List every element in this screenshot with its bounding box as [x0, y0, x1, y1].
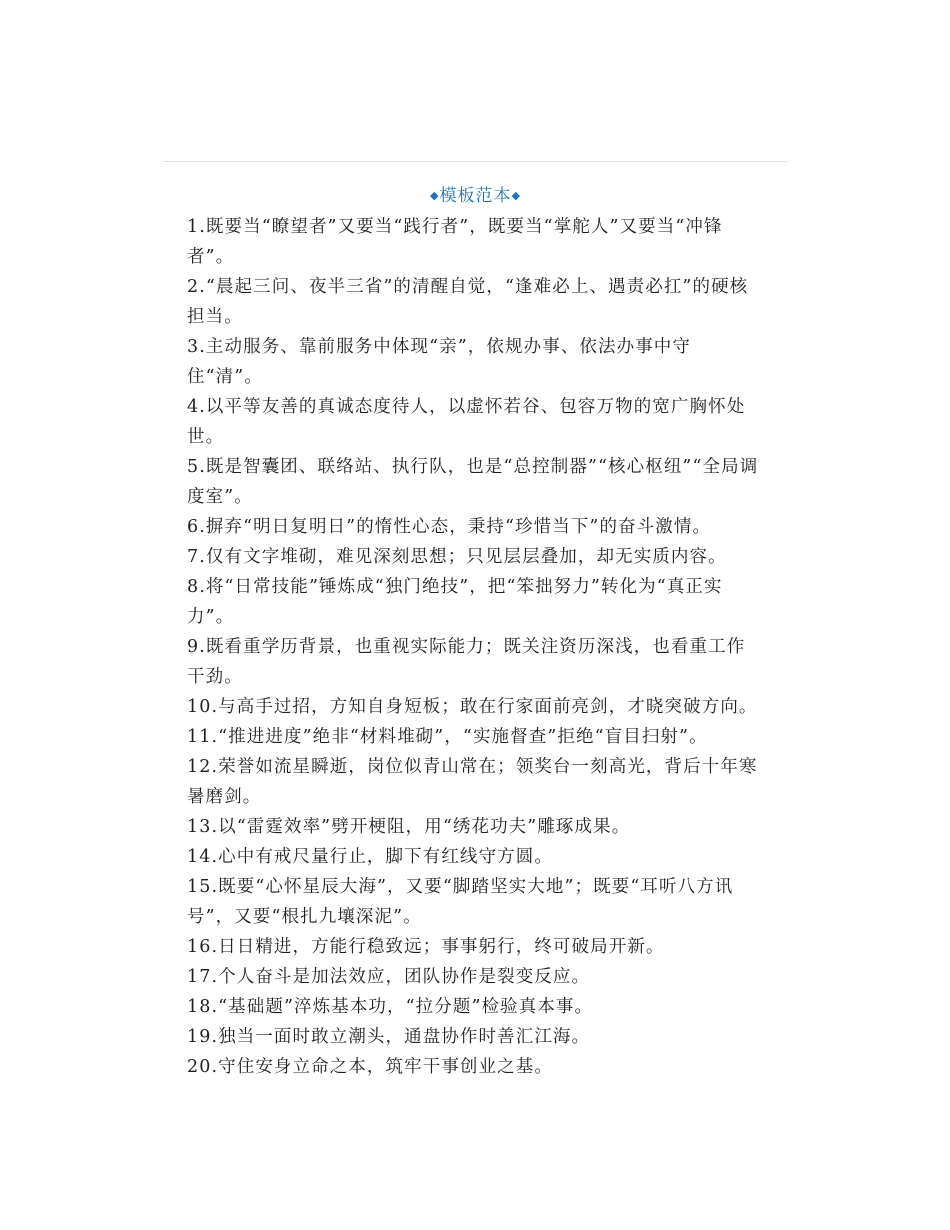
list-item: 9.既看重学历背景，也重视实际能力；既关注资历深浅，也看重工作干劲。: [187, 637, 746, 687]
list-item: 8.将“日常技能”锤炼成“独门绝技”，把“笨拙努力”转化为“真正实力”。: [187, 577, 723, 627]
list-item: 18.“基础题”淬炼基本功，“拉分题”检验真本事。: [187, 997, 594, 1017]
list-item: 1.既要当“瞭望者”又要当“践行者”，既要当“掌舵人”又要当“冲锋者”。: [187, 217, 723, 267]
list-item: 3.主动服务、靠前服务中体现“亲”，依规办事、依法办事中守住“清”。: [187, 337, 691, 387]
list-item: 19.独当一面时敢立潮头，通盘协作时善汇江海。: [187, 1027, 591, 1047]
top-divider: [163, 161, 788, 162]
template-list: [187, 212, 761, 1082]
section-title: 模板范本: [439, 186, 512, 206]
list-item: 15.既要“心怀星辰大海”，又要“脚踏坚实大地”；既要“耳听八方讯号”，又要“根扎九壤深泥”。: [187, 877, 734, 927]
diamond-icon: ◆: [430, 189, 440, 202]
diamond-icon: ◆: [511, 189, 521, 202]
list-item: 4.以平等友善的真诚态度待人，以虚怀若谷、包容万物的宽广胸怀处世。: [187, 397, 746, 447]
list-item: 20.守住安身立命之本，筑牢干事创业之基。: [187, 1057, 553, 1077]
list-item: 10.与高手过招，方知自身短板；敢在行家面前亮剑，才晓突破方向。: [187, 697, 758, 717]
list-item: 11.“推进进度”绝非“材料堆砌”，“实施督查”拒绝“盲目扫射”。: [187, 727, 708, 747]
list-item: 14.心中有戒尺量行止，脚下有红线守方圆。: [187, 847, 553, 867]
list-item: 6.摒弃“明日复明日”的惰性心态，秉持“珍惜当下”的奋斗激情。: [187, 517, 712, 537]
list-item: 5.既是智囊团、联络站、执行队，也是“总控制器”“核心枢纽”“全局调度室”。: [187, 457, 759, 507]
list-item: 13.以“雷霆效率”劈开梗阻，用“绣花功夫”雕琢成果。: [187, 817, 631, 837]
list-item: 16.日日精进，方能行稳致远；事事躬行，终可破局开新。: [187, 937, 665, 957]
list-item: 17.个人奋斗是加法效应，团队协作是裂变反应。: [187, 967, 591, 987]
list-item: 7.仅有文字堆砌，难见深刻思想；只见层层叠加，却无实质内容。: [187, 547, 727, 567]
section-heading: [163, 184, 788, 208]
list-item: 12.荣誉如流星瞬逝，岗位似青山常在；领奖台一刻高光，背后十年寒暑磨剑。: [187, 757, 758, 807]
list-item: 2.“晨起三问、夜半三省”的清醒自觉，“逢难必上、遇责必扛”的硬核担当。: [187, 277, 749, 327]
